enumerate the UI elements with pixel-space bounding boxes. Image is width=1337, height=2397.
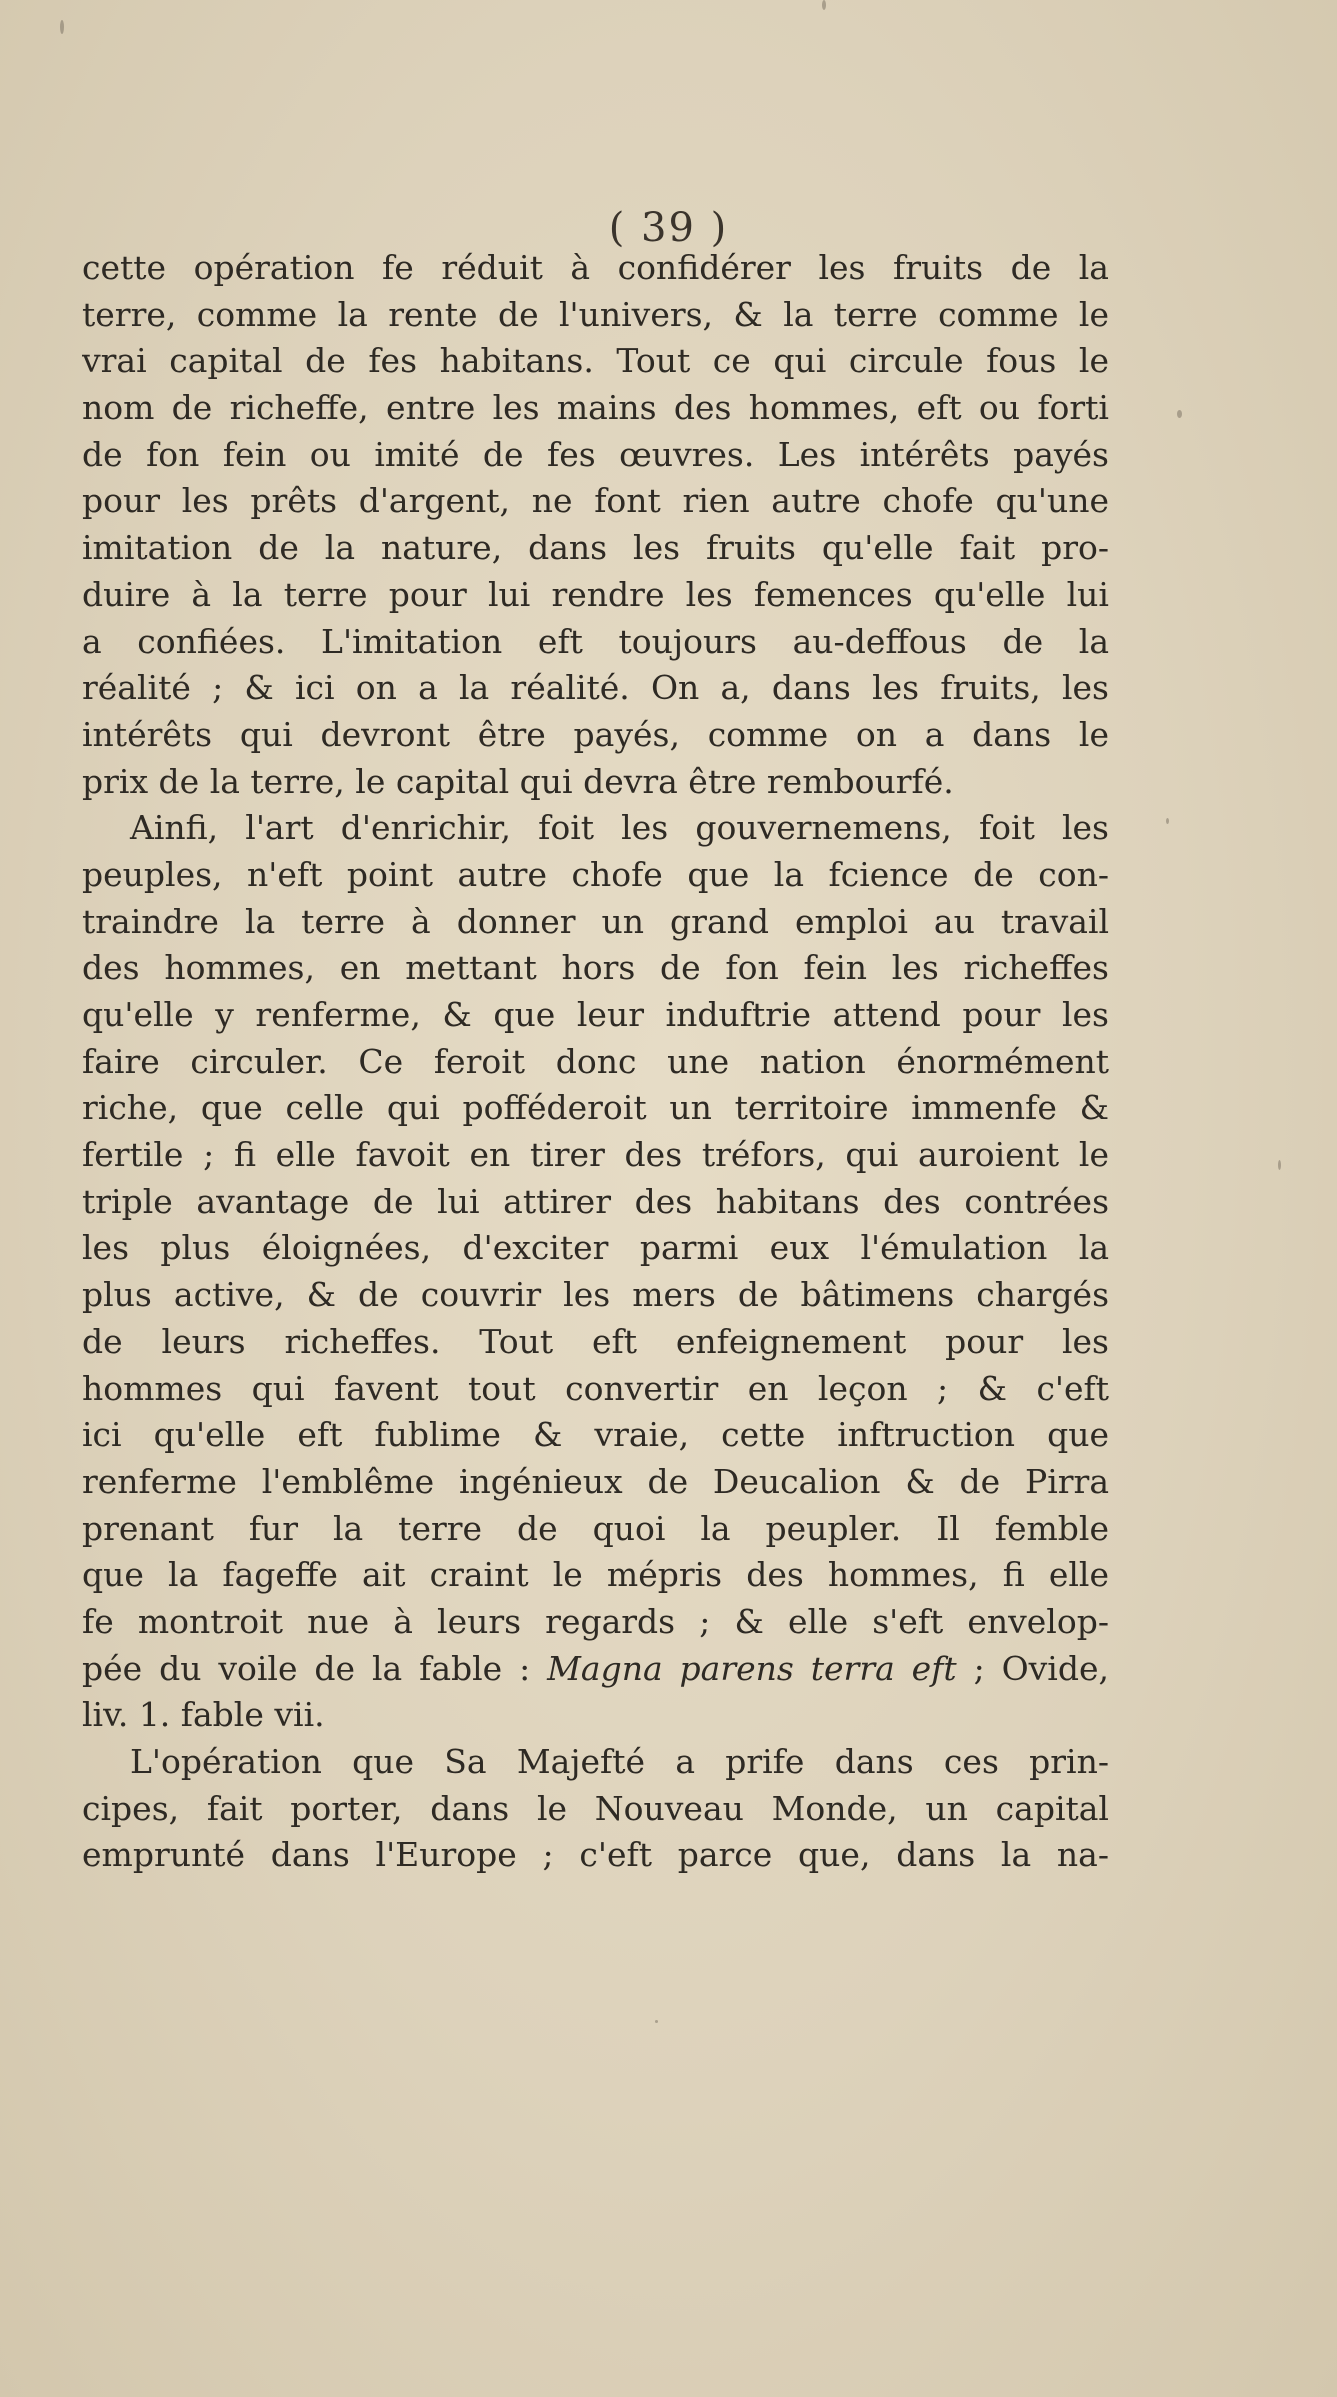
text-fragment: pée du voile de la fable :	[82, 1648, 548, 1688]
paper-speck	[1278, 1160, 1281, 1170]
text-line: duire à la terre pour lui rendre les femences qu'elle lui	[82, 574, 1109, 614]
text-line: vrai capital de fes habitans. Tout ce qui circule fous le	[82, 341, 1109, 381]
text-line: de leurs richeffes. Tout eft enfeignement pour les	[82, 1321, 1109, 1361]
text-line: intérêts qui devront être payés, comme on a dans le	[82, 714, 1109, 754]
text-line: de fon fein ou imité de fes œuvres. Les intérêts payés	[82, 434, 1109, 474]
text-line: des hommes, en mettant hors de fon fein les richeffes	[82, 948, 1109, 988]
text-line: nom de richeffe, entre les mains des hommes, eft ou forti	[82, 388, 1109, 428]
text-line: terre, comme la rente de l'univers, & la terre comme le	[82, 294, 1109, 334]
text-line: Ainfi, l'art d'enrichir, foit les gouvernemens, foit les	[130, 808, 1109, 848]
text-line: emprunté dans l'Europe ; c'eft parce que, dans la na-	[82, 1835, 1109, 1875]
text-line: hommes qui favent tout convertir en leçon ; & c'eft	[82, 1368, 1109, 1408]
text-line: renferme l'emblême ingénieux de Deucalion & de Pirra	[82, 1461, 1109, 1501]
text-line-with-quote	[82, 1646, 1109, 1693]
text-line: cette opération fe réduit à confidérer les fruits de la	[82, 248, 1109, 287]
page-number: ( 39 )	[608, 205, 729, 251]
text-line: imitation de la nature, dans les fruits qu'elle fait pro-	[82, 528, 1109, 568]
paper-speck	[655, 2020, 658, 2023]
text-line: qu'elle y renferme, & que leur induftrie attend pour les	[82, 995, 1109, 1034]
text-fragment: ; Ovide,	[956, 1648, 1109, 1688]
paper-speck	[1166, 818, 1169, 824]
text-line: faire circuler. Ce feroit donc une nation énormément	[82, 1041, 1109, 1081]
text-line: les plus éloignées, d'exciter parmi eux l'émulation la	[82, 1228, 1109, 1268]
text-line: peuples, n'eft point autre chofe que la fcience de con-	[82, 854, 1109, 894]
text-line: triple avantage de lui attirer des habitans des contrées	[82, 1181, 1109, 1221]
text-line: plus active, & de couvrir les mers de bâtimens chargés	[82, 1275, 1109, 1315]
paper-speck	[1177, 410, 1182, 418]
text-line: a confiées. L'imitation eft toujours au-deffous de la	[82, 621, 1109, 661]
text-line: prix de la terre, le capital qui devra être rembourfé.	[82, 761, 954, 801]
text-line: L'opération que Sa Majefté a prife dans ces prin-	[130, 1742, 1109, 1781]
text-line: riche, que celle qui pofféderoit un territoire immenfe &	[82, 1088, 1109, 1128]
text-line: fe montroit nue à leurs regards ; & elle s'eft envelop-	[82, 1601, 1109, 1641]
text-line: traindre la terre à donner un grand emploi au travail	[82, 901, 1109, 941]
latin-quote: Magna parens terra eft	[547, 1648, 957, 1688]
paper-speck	[60, 20, 64, 34]
text-line: liv. 1. fable vii.	[82, 1695, 325, 1735]
text-line: fertile ; fi elle favoit en tirer des tréfors, qui auroient le	[82, 1135, 1109, 1175]
page-body	[82, 245, 1109, 1879]
text-line: réalité ; & ici on a la réalité. On a, dans les fruits, les	[82, 668, 1109, 708]
text-line: prenant fur la terre de quoi la peupler. Il femble	[82, 1508, 1109, 1548]
text-line: que la fageffe ait craint le mépris des hommes, fi elle	[82, 1555, 1109, 1595]
text-line: ici qu'elle eft fublime & vraie, cette inftruction que	[82, 1415, 1109, 1455]
text-line: pour les prêts d'argent, ne font rien autre chofe qu'une	[82, 481, 1109, 521]
paper-speck	[822, 0, 826, 10]
text-line: cipes, fait porter, dans le Nouveau Monde, un capital	[82, 1788, 1109, 1828]
